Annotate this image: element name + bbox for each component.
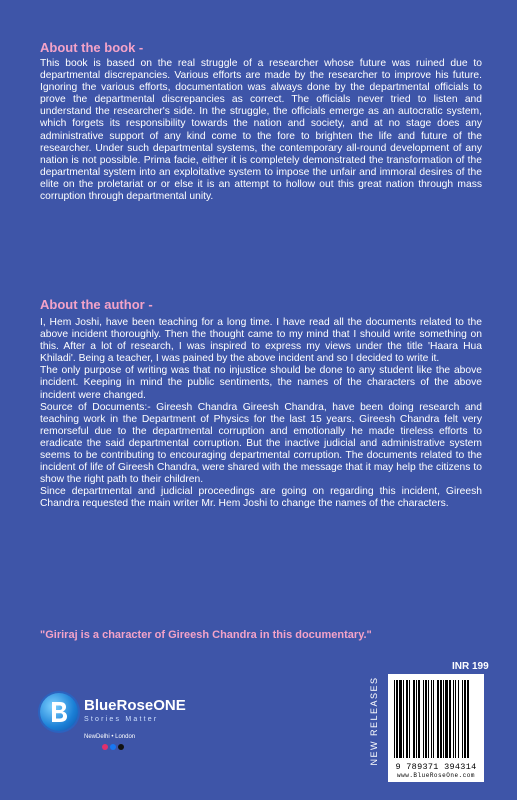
publisher-tagline: Stories Matter [84, 716, 159, 723]
bluerose-b-logo-icon [40, 693, 78, 731]
publisher-name-main: BlueRose [84, 697, 154, 714]
about-author-text [40, 317, 482, 511]
publisher-logo [40, 693, 186, 753]
author-paragraph-4: Since departmental and judicial proceedings are going on regarding this incident, Gireesh Chandra requested the main writer Mr. Hem Joshi to change the names of the characters. [40, 486, 482, 510]
author-paragraph-3: Source of Documents:- Gireesh Chandra Gireesh Chandra, have been doing research and teaching work in the Department of Physics for the last 15 years. Gireesh Chandra felt very remorseful due to the departmental corruption and emotionally he made tireless efforts to eradicate the said departmental corruption. But the inactive judicial and administrative system seems to be contributing to encouraging departmental corruption. The documents related to the incident of life of Gireesh Chandra, were shared with the message that it may help the citizens to show the right path to their children. [40, 401, 482, 486]
publisher-name [84, 697, 186, 714]
author-paragraph-1: I, Hem Joshi, have been teaching for a long time. I have read all the documents related to the above incident thoroughly. Then the thought came to my mind that I should write something on this. After a lot of research, I was inspired to express my views under the title 'Haara Hua Khiladi'. Being a teacher, I was pained by the above incident and so I decided to write it. [40, 317, 482, 365]
publisher-cities: NewDelhi • London [84, 734, 136, 740]
new-releases-text: NEW RELEASES [369, 676, 379, 766]
publisher-name-one: ONE [153, 697, 186, 714]
character-quote: "Giriraj is a character of Gireesh Chandra in this documentary." [40, 629, 372, 641]
isbn-barcode [388, 674, 484, 782]
publisher-website: www.BlueRoseOne.com [397, 772, 475, 779]
barcode-bars [392, 680, 480, 760]
about-book-text [40, 58, 482, 203]
author-paragraph-2: The only purpose of writing was that no injustice should be done to any student like the above incident. Keeping in mind the public sentiments, the names of the characters of the above incident were changed. [40, 365, 482, 401]
about-book-paragraph: This book is based on the real struggle of a researcher whose future was ruined due to departmental discrepancies. Various efforts are made by the researcher to improve his future. Ignoring the various efforts, documentation was always done by the departmental officials to prove the departmental discrepancies as correct. The officials never tried to listen and understand the researcher's side. In the struggle, the officials emerge as an autocratic system, which forgets its responsibility towards the nation and society, and at no stage does any administrative support of any kind come to the fore to brighten the life and future of the researcher. Under such departmental systems, the contemporary all-round development of any nation is not possible. Prima facie, either it is completely demonstrated the transformation of the departmental system into an exploitative system to impose the unfair and immoral desires of the elite on the proletariat or or else it is an attempt to hollow out this great nation through mass corruption through departmental unity. [40, 58, 482, 203]
social-icons [102, 744, 124, 750]
price-label: INR 199 [452, 661, 489, 672]
new-releases-label [366, 660, 382, 782]
instagram-icon [102, 744, 108, 750]
about-book-heading: About the book - [40, 40, 144, 55]
facebook-icon [110, 744, 116, 750]
about-author-heading: About the author - [40, 297, 153, 312]
x-twitter-icon [118, 744, 124, 750]
isbn-number: 9 789371 394314 [395, 762, 477, 772]
